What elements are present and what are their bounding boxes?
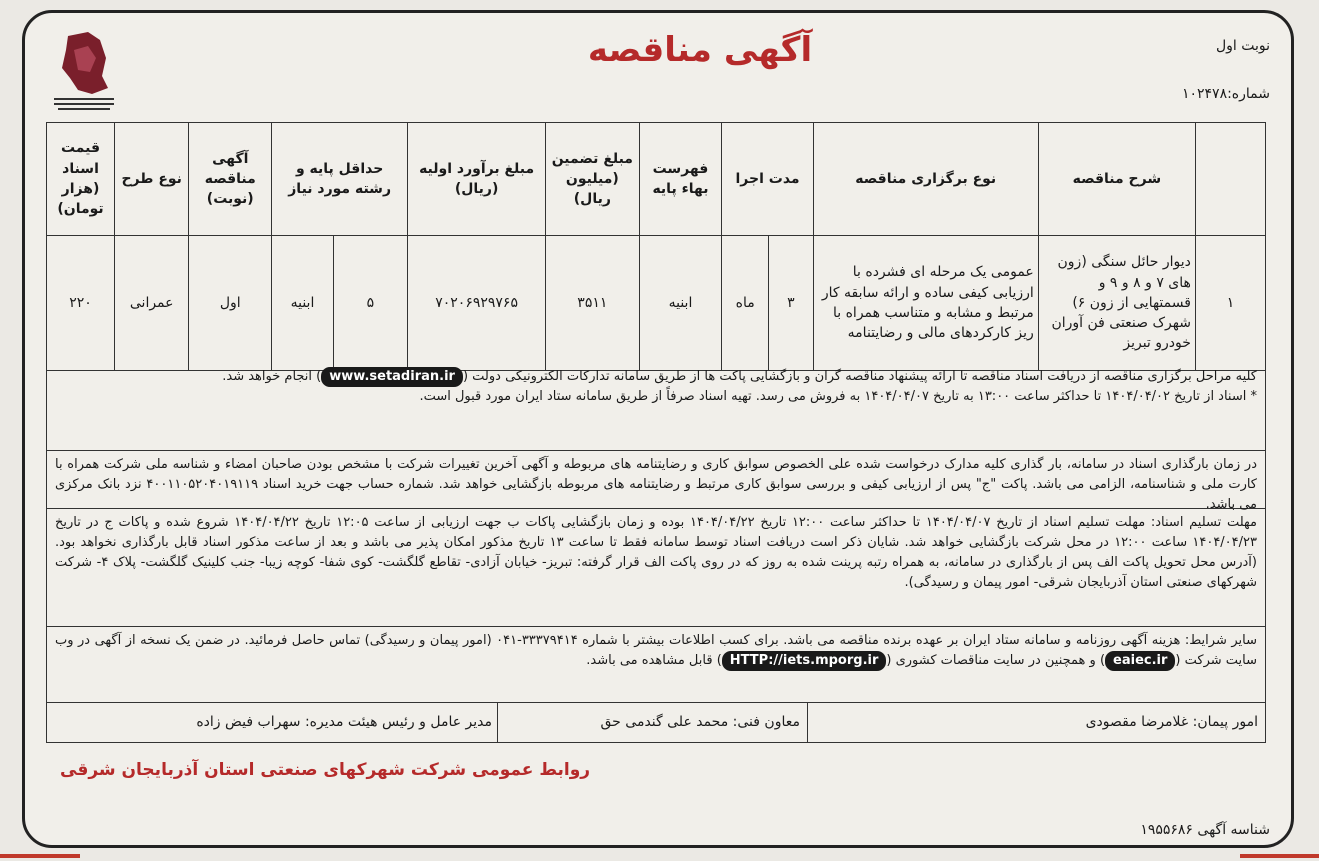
tender-table [46,122,1266,371]
conditions-middle: ) و همچنین در سایت مناقصات کشوری ( [886,653,1106,669]
table-row [47,236,1266,371]
table-header-row [47,123,1266,236]
cell-ad-turn: اول [189,236,272,371]
cell-guarantee: ۳۵۱۱ [546,236,639,371]
col-description: شرح مناقصه [1038,123,1195,236]
procedure-text: کلیه مراحل برگزاری مناقصه از دریافت اسناد مناقصه تا ارائه پیشنهاد مناقصه گران و بازگشایی پاکت ها از طریق سامانه تدارکات الکترونیکی دولت ( [462,369,1257,384]
other-conditions-text [55,631,1257,671]
section-deadline [46,509,1266,627]
procedure-line [55,367,1257,387]
divider [807,703,808,743]
company-logo [48,28,120,118]
notice-number: شماره:۱۰۲۴۷۸ [1181,86,1270,102]
cell-doc-price: ۲۲۰ [47,236,115,371]
col-duration: مدت اجرا [722,123,813,236]
ad-id: شناسه آگهی ۱۹۵۵۶۸۶ [1140,822,1270,838]
col-estimate: مبلغ برآورد اولیه (ریال) [408,123,546,236]
cell-field: ابنیه [272,236,334,371]
section-upload-requirements [46,451,1266,513]
col-index [1195,123,1265,236]
upload-requirements-text: در زمان بارگذاری اسناد در سامانه، بار گذاری کلیه مدارک درخواست شده علی الخصوص سوابق کاری و رضایتنامه های مربوطه و آگهی آخرین تغییرات شرکت با مشخص بودن صاحبان امضاء و شناسه ملی شرکت همراه با کارت ملی و شناسنامه، الزامی می باشد. پاکت "ج" پس از ارزیابی کیفی و بررسی سوابق کاری مرتبط و رضایتنامه های مربوطه بازگشایی خواهد شد. شماره حساب جهت خرید اسناد ۴۰۰۱۱۰۵۲۰۴۰۱۹۱۱۹ نزد بانک مرکزی می باشد. [55,457,1257,513]
cell-index: ۱ [1195,236,1265,371]
col-ad-turn: آگهی مناقصه (نوبت) [189,123,272,236]
cell-duration-value: ۳ [769,236,814,371]
tenders-site-link[interactable]: HTTP://iets.mporg.ir [722,651,887,671]
company-site-link[interactable]: eaiec.ir [1105,651,1175,671]
signature-ceo: مدیر عامل و رئیس هیئت مدیره: سهراب فیض زاده [196,714,492,730]
cell-duration-unit: ماه [722,236,769,371]
col-plan-type: نوع طرح [115,123,189,236]
signature-contracts: امور پیمان: غلامرضا مقصودی [1085,714,1258,730]
cell-type: عمومی یک مرحله ای فشرده با ارزیابی کیفی ساده و ارائه سابقه کار مرتبط و مشابه و متناسب همراه با ریز کارکردهای مالی و رضایتنامه [813,236,1038,371]
divider [497,703,498,743]
section-other-conditions [46,627,1266,703]
cell-min-grade: ۵ [333,236,407,371]
documents-sale-line: * اسناد از تاریخ ۱۴۰۴/۰۴/۰۲ تا حداکثر ساعت ۱۳:۰۰ به تاریخ ۱۴۰۴/۰۴/۰۷ به فروش می رسد. تهیه اسناد صرفاً از طریق سامانه ستاد ایران مورد قبول است. [419,389,1257,405]
col-type: نوع برگزاری مناقصه [813,123,1038,236]
col-guarantee: مبلغ تضمین (میلیون ریال) [546,123,639,236]
setad-link[interactable]: www.setadiran.ir [321,367,463,387]
col-doc-price: قیمت اسناد (هزار تومان) [47,123,115,236]
procedure-text-end: ) انجام خواهد شد. [222,369,322,384]
page-title: آگهی مناقصه [587,30,813,70]
col-price-list: فهرست بهاء پایه [639,123,722,236]
signature-technical: معاون فنی: محمد علی گندمی حق [600,714,800,730]
section-procedure [46,363,1266,451]
cell-price-list: ابنیه [639,236,722,371]
cell-description: دیوار حائل سنگی (زون های ۷ و ۸ و ۹ و قسمتهایی از زون ۶) شهرک صنعتی فن آوران خودرو تبریز [1038,236,1195,371]
red-edge-mark [0,854,80,858]
cell-estimate: ۷۰۲۰۶۹۲۹۷۶۵ [408,236,546,371]
public-relations: روابط عمومی شرکت شهرکهای صنعتی استان آذربایجان شرقی [60,760,591,780]
turn-label: نوبت اول [1215,38,1270,54]
col-min-grade: حداقل پایه و رشته مورد نیاز [272,123,408,236]
conditions-text: سایر شرایط: هزینه آگهی روزنامه و سامانه ستاد ایران بر عهده برنده مناقصه می باشد. برای کسب اطلاعات بیشتر با شماره ۳۳۳۷۹۴۱۴-۰۴۱ (امور پیمان و رسیدگی) تماس حاصل فرمائید. در ضمن یک نسخه از آگهی در وب سایت شرکت ( [55,633,1257,669]
conditions-end: ) قابل مشاهده می باشد. [586,653,722,669]
deadline-text: مهلت تسلیم اسناد: مهلت تسلیم اسناد از تاریخ ۱۴۰۴/۰۴/۰۷ تا حداکثر ساعت ۱۲:۰۰ تاریخ ۱۴۰۴/۰۴/۲۲ بوده و زمان بازگشایی پاکات ب جهت ارزیابی از ساعت ۱۲:۰۵ تاریخ ۱۴۰۴/۰۴/۲۲ شروع شده و پاکات ج در تاریخ ۱۴۰۴/۰۴/۲۳ ساعت ۱۲:۰۰ در محل شرکت بازگشایی خواهد شد. شایان ذکر است دریافت اسناد توسط سامانه فقط تا ساعت ۱۳ تاریخ مذکور امکان پذیر می باشد و بعد از ساعت مذکور اسناد قابل بارگذاری نخواهد بود. (آدرس محل تحویل پاکت الف پس از بارگذاری در سامانه، به همراه رتبه پرینت شده به روز که در روی پاکت الف قرار گرفته: تبریز- خیابان آزادی- تقاطع گلگشت- کوی شفا- کوچه زیبا- جنب کلینیک گلگشت- پلاک ۴- شرکت شهرکهای صنعتی استان آذربایجان شرقی- امور پیمان و رسیدگی). [55,515,1257,591]
red-edge-mark [1240,854,1319,858]
cell-plan-type: عمرانی [115,236,189,371]
